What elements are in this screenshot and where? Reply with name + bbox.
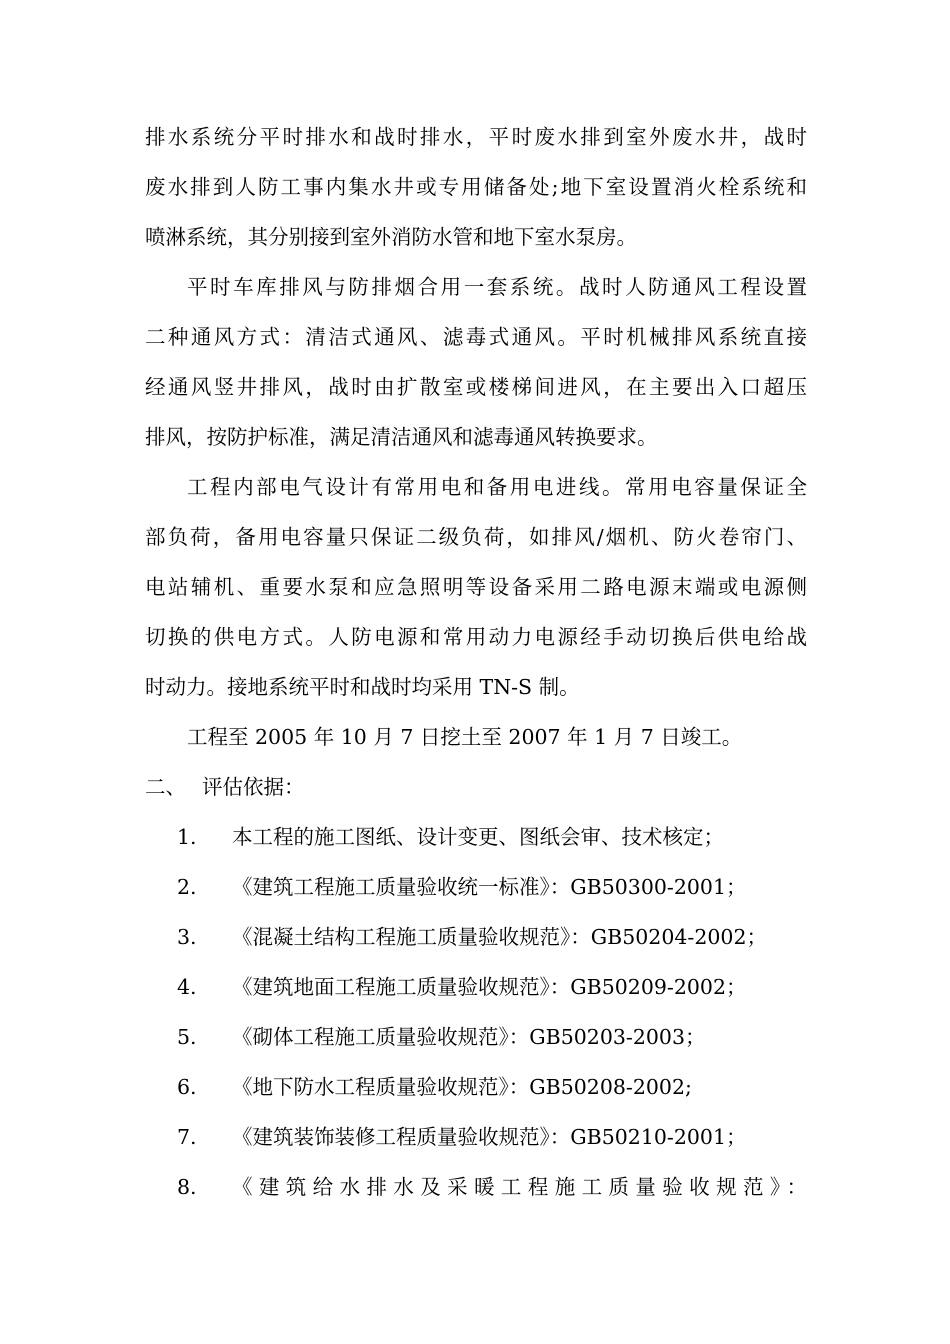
- list-item-text: 《建筑工程施工质量验收统一标准》：GB50300-2001；: [232, 875, 747, 899]
- paragraph-line: 部负荷，备用电容量只保证二级负荷，如排风/烟机、防火卷帘门、: [145, 525, 807, 549]
- paragraph-line: 切换的供电方式。人防电源和常用动力电源经手动切换后供电给战: [145, 625, 807, 649]
- paragraph-line: 二种通风方式：清洁式通风、滤毒式通风。平时机械排风系统直接: [145, 325, 807, 349]
- paragraph-line: 废水排到人防工事内集水井或专用储备处;地下室设置消火栓系统和: [145, 175, 807, 199]
- list-item-number: 3.: [177, 925, 197, 949]
- list-item-number: 6.: [177, 1075, 197, 1099]
- list-item-number: 8.: [177, 1175, 197, 1199]
- list-item-text: 《地下防水工程质量验收规范》：GB50208-2002;: [232, 1075, 692, 1099]
- list-item-number: 1.: [177, 825, 197, 849]
- list-item-text: 《建筑地面工程施工质量验收规范》：GB50209-2002；: [232, 975, 747, 999]
- paragraph-line: 喷淋系统，其分别接到室外消防水管和地下室水泵房。: [145, 225, 637, 249]
- paragraph-line: 电站辅机、重要水泵和应急照明等设备采用二路电源末端或电源侧: [145, 575, 807, 599]
- paragraph-line: 经通风竖井排风，战时由扩散室或楼梯间进风，在主要出入口超压: [145, 375, 807, 399]
- list-item-text: 本工程的施工图纸、设计变更、图纸会审、技术核定；: [232, 825, 724, 849]
- paragraph-line: 排风，按防护标准，满足清洁通风和滤毒通风转换要求。: [145, 425, 658, 449]
- paragraph-line: 时动力。接地系统平时和战时均采用 TN-S 制。: [145, 675, 580, 699]
- list-item-text: 《混凝土结构工程施工质量验收规范》：GB50204-2002；: [232, 925, 768, 949]
- paragraph-line: 工程至 2005 年 10 月 7 日挖土至 2007 年 1 月 7 日竣工。: [187, 725, 743, 749]
- section-number: 二、: [145, 775, 186, 799]
- list-item-text: 《砌体工程施工质量验收规范》：GB50203-2003；: [232, 1025, 706, 1049]
- list-item-text: 《建筑给水排水及采暖工程施工质量验收规范》：: [232, 1175, 807, 1199]
- paragraph-line: 排水系统分平时排水和战时排水，平时废水排到室外废水井，战时: [145, 125, 807, 149]
- list-item-number: 7.: [177, 1125, 197, 1149]
- list-item-number: 2.: [177, 875, 197, 899]
- list-item-number: 4.: [177, 975, 197, 999]
- section-title: 评估依据：: [202, 775, 305, 799]
- list-item-number: 5.: [177, 1025, 197, 1049]
- paragraph-line: 工程内部电气设计有常用电和备用电进线。常用电容量保证全: [187, 475, 807, 499]
- list-item-text: 《建筑装饰装修工程质量验收规范》：GB50210-2001；: [232, 1125, 747, 1149]
- paragraph-line: 平时车库排风与防排烟合用一套系统。战时人防通风工程设置: [187, 275, 807, 299]
